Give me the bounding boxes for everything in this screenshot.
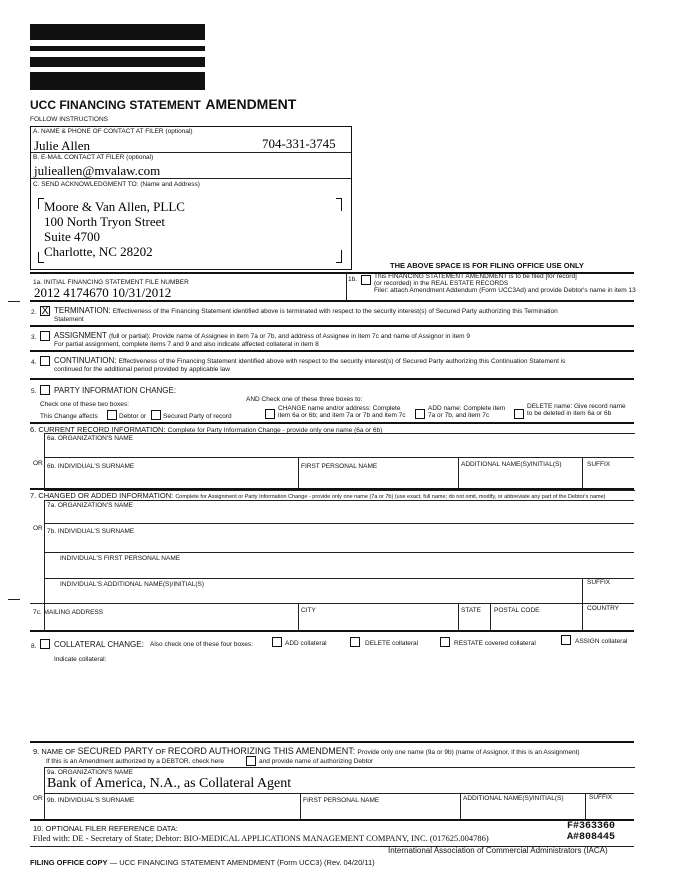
mailing-address-label[interactable]: 7c. MAILING ADDRESS: [33, 609, 104, 616]
indicate-collateral-label: Indicate collateral:: [54, 656, 107, 663]
add-collateral-label: ADD collateral: [285, 640, 327, 647]
change-name-checkbox[interactable]: [265, 409, 275, 419]
or-label: OR: [33, 460, 43, 467]
iaca-label: International Association of Commercial Administrators (IACA): [388, 846, 608, 855]
item-5-title: PARTY INFORMATION CHANGE:: [54, 386, 177, 395]
item-6a-label[interactable]: 6a. ORGANIZATION'S NAME: [47, 435, 133, 442]
city-label[interactable]: CITY: [301, 607, 316, 614]
delete-name-text: DELETE name: Give record name to be deleted in item 6a or 6b: [527, 403, 626, 417]
restate-collateral-label: RESTATE covered collateral: [454, 640, 536, 647]
item-8-title: COLLATERAL CHANGE:: [54, 640, 144, 649]
form-title: UCC FINANCING STATEMENT AMENDMENT: [30, 96, 297, 112]
item-3-text2: For partial assignment, complete items 7 and 9 and also indicate affected collateral in item 8: [54, 341, 319, 348]
delete-collateral-label: DELETE collateral: [365, 640, 419, 647]
item-8-num: 8.: [31, 643, 37, 650]
item-4-num: 4.: [31, 359, 37, 366]
contact-phone[interactable]: 704-331-3745: [262, 136, 336, 151]
collateral-text-area[interactable]: [54, 666, 634, 736]
party-info-checkbox[interactable]: [40, 385, 50, 395]
contact-email[interactable]: julieallen@mvalaw.com: [34, 163, 161, 178]
field-label-c: C. SEND ACKNOWLEDGMENT TO: (Name and Address): [33, 181, 200, 188]
suffix-label[interactable]: SUFFIX: [587, 461, 611, 468]
header-bar: [30, 46, 205, 51]
change-name-text: CHANGE name and/or address: Complete item 6a or 6b; and item 7a or 7b and item 7c: [278, 405, 406, 419]
first-name-label[interactable]: FIRST PERSONAL NAME: [301, 463, 378, 470]
item-9-note2b: and provide name of authorizing Debtor: [259, 758, 374, 765]
reference-numbers: F#363360 A#808445: [567, 821, 616, 843]
item-9-note2a: If this is an Amendment authorized by a DEBTOR, check here: [46, 758, 224, 765]
collateral-change-checkbox[interactable]: [40, 639, 50, 649]
item-7-header: 7. CHANGED OR ADDED INFORMATION: Complete for Assignment or Party Information Change - provide only one name (7a or 7b) (use exact, full name; do not omit, modify, or abbreviate any part of the Debtor's name): [30, 491, 606, 500]
header-bar: [30, 72, 205, 90]
item-7-additional-label[interactable]: INDIVIDUAL'S ADDITIONAL NAME(S)/INITIAL(S): [60, 581, 205, 588]
debtor-authorized-checkbox[interactable]: [246, 756, 256, 766]
item-3-num: 3.: [31, 334, 37, 341]
assignment-checkbox[interactable]: [40, 331, 50, 341]
margin-tick: [8, 599, 20, 600]
postal-code-label[interactable]: POSTAL CODE: [494, 607, 540, 614]
first-name-label[interactable]: FIRST PERSONAL NAME: [303, 797, 380, 804]
real-estate-checkbox[interactable]: [361, 275, 371, 285]
add-collateral-checkbox[interactable]: [272, 637, 282, 647]
debtor-label: Debtor or: [119, 413, 147, 420]
item-1a-label: 1a. INITIAL FINANCING STATEMENT FILE NUMBER: [33, 279, 189, 286]
item-6-header: 6. CURRENT RECORD INFORMATION: Complete for Party Information Change - provide only one name (6a or 6b): [30, 425, 383, 434]
item-1b-label: 1b.: [348, 276, 358, 283]
item-9-header: 9. NAME OF SECURED PARTY OF RECORD AUTHORIZING THIS AMENDMENT: Provide only one name (9a or 9b) (name of Assignor, if this is an Assignment): [33, 746, 580, 756]
margin-tick: [8, 301, 20, 302]
item-7a-label[interactable]: 7a. ORGANIZATION'S NAME: [47, 502, 133, 509]
add-name-text: ADD name: Complete item 7a or 7b, and item 7c: [428, 405, 506, 419]
delete-name-checkbox[interactable]: [514, 409, 524, 419]
add-name-checkbox[interactable]: [415, 409, 425, 419]
restate-collateral-checkbox[interactable]: [440, 637, 450, 647]
office-use-label: THE ABOVE SPACE IS FOR FILING OFFICE USE ONLY: [390, 261, 584, 270]
item-9a-label: 9a. ORGANIZATION'S NAME: [47, 769, 133, 776]
secured-party-name[interactable]: Bank of America, N.A., as Collateral Agent: [47, 776, 292, 791]
item-2-num: 2.: [31, 309, 37, 316]
continuation-checkbox[interactable]: [40, 356, 50, 366]
item-7b-label[interactable]: 7b. INDIVIDUAL'S SURNAME: [47, 528, 135, 535]
state-label[interactable]: STATE: [461, 607, 481, 614]
item-2-text2: Statement: [54, 316, 84, 323]
initial-file-number[interactable]: 2012 4174670 10/31/2012: [34, 285, 172, 300]
bracket-corner: [336, 250, 342, 263]
country-label[interactable]: COUNTRY: [587, 605, 620, 612]
footer: FILING OFFICE COPY — UCC FINANCING STATEMENT AMENDMENT (Form UCC3) (Rev. 04/20/11): [30, 858, 375, 867]
assign-collateral-label: ASSIGN collateral: [575, 638, 628, 645]
additional-name-label[interactable]: ADDITIONAL NAME(S)/INITIAL(S): [463, 795, 564, 802]
delete-collateral-checkbox[interactable]: [350, 637, 360, 647]
header-bar: [30, 57, 205, 67]
item-5-check-one: Check one of these two boxes:: [40, 401, 129, 408]
item-10-label: 10. OPTIONAL FILER REFERENCE DATA:: [33, 824, 178, 833]
item-7-first-label[interactable]: INDIVIDUAL'S FIRST PERSONAL NAME: [60, 555, 181, 562]
item-5-and-check: AND Check one of these three boxes to:: [246, 396, 363, 403]
item-6b-label[interactable]: 6b. INDIVIDUAL'S SURNAME: [47, 463, 135, 470]
item-4-text2: continued for the additional period provided by applicable law: [54, 366, 230, 373]
termination-checkbox[interactable]: X: [41, 305, 49, 317]
ack-address[interactable]: Moore & Van Allen, PLLC 100 North Tryon Street Suite 4700 Charlotte, NC 28202: [44, 199, 185, 259]
debtor-checkbox[interactable]: [107, 410, 117, 420]
field-label-b: B. E-MAIL CONTACT AT FILER (optional): [33, 154, 154, 161]
bracket-corner: [336, 198, 342, 211]
filer-reference-data[interactable]: Filed with: DE - Secretary of State; Debtor: BIO-MEDICAL APPLICATIONS MANAGEMENT COMPANY, INC. (017625.004786): [33, 833, 489, 843]
secured-party-checkbox[interactable]: [151, 410, 161, 420]
additional-name-label[interactable]: ADDITIONAL NAME(S)/INITIAL(S): [461, 461, 562, 468]
field-label-a: A. NAME & PHONE OF CONTACT AT FILER (optional): [33, 128, 193, 135]
item-3-text: ASSIGNMENT (full or partial): Provide name of Assignee in item 7a or 7b, and address of Assignee in item 7c and name of Assignor in item 9: [54, 331, 470, 340]
item-2-text: TERMINATION: Effectiveness of the Financing Statement identified above is terminated with respect to the security interest(s) of Secured Party authorizing this Termination: [54, 306, 558, 315]
item-5-affects: This Change affects: [40, 413, 98, 420]
contact-name[interactable]: Julie Allen: [34, 138, 90, 153]
secured-party-label: Secured Party of record: [163, 413, 232, 420]
item-1b-text: This FINANCING STATEMENT AMENDMENT is to be filed [for record] (or recorded) in the REAL ESTATE RECORDS Filer: attach Amendment Addendum (Form UCC3Ad) and provide Debtor's name in item 13: [374, 273, 636, 294]
item-9b-label[interactable]: 9b. INDIVIDUAL'S SURNAME: [47, 797, 135, 804]
item-5-num: 5.: [31, 388, 37, 395]
item-8-also: Also check one of these four boxes:: [150, 641, 253, 648]
header-bar: [30, 24, 205, 40]
item-4-text: CONTINUATION: Effectiveness of the Financing Statement identified above with respect to the security interest(s) of Secured Party authorizing this Continuation Statement is: [54, 356, 566, 365]
or-label: OR: [33, 795, 43, 802]
assign-collateral-checkbox[interactable]: [561, 635, 571, 645]
follow-instructions: FOLLOW INSTRUCTIONS: [30, 116, 109, 123]
item-7-box: [44, 500, 635, 630]
suffix-label[interactable]: SUFFIX: [587, 579, 611, 586]
or-label: OR: [33, 525, 43, 532]
suffix-label[interactable]: SUFFIX: [589, 794, 613, 801]
